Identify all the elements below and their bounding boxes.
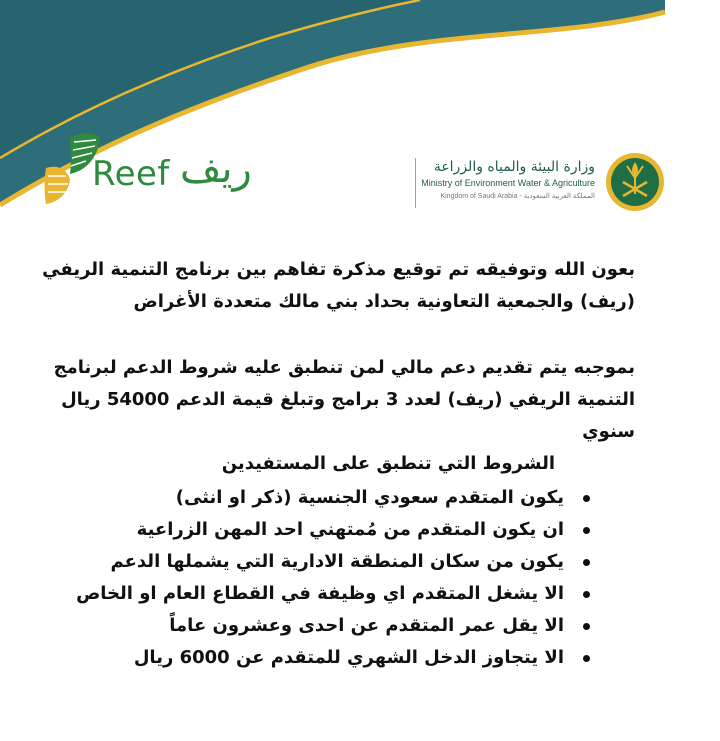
ministry-name-arabic: وزارة البيئة والمياه والزراعة — [433, 159, 595, 175]
support-line-1: بموجبه يتم تقديم دعم مالي لمن تنطبق عليه شروط الدعم لبرنامج — [53, 357, 635, 378]
bullet-icon — [583, 559, 590, 566]
condition-text: الا يتجاوز الدخل الشهري للمتقدم عن 6000 ريال — [133, 647, 564, 668]
condition-text: الا يقل عمر المتقدم عن احدى وعشرون عاماً — [169, 615, 564, 636]
bullet-icon — [583, 655, 590, 662]
condition-text: يكون من سكان المنطقة الادارية التي يشملها الدعم — [110, 551, 564, 572]
reef-logo — [40, 128, 270, 208]
ministry-logo — [415, 152, 665, 222]
ministry-kingdom: Kingdom of Saudi Arabia - المملكة العربية السعودية — [440, 193, 595, 200]
condition-item — [60, 546, 590, 578]
reef-logo-latin: Reef — [92, 154, 170, 194]
bullet-icon — [583, 527, 590, 534]
condition-item — [60, 610, 590, 642]
bullet-icon — [583, 591, 590, 598]
condition-item — [60, 514, 590, 546]
support-line-2: التنمية الريفي (ريف) لعدد 3 برامج وتبلغ قيمة الدعم 54000 ريال سنوي — [61, 389, 635, 442]
condition-text: الا يشغل المتقدم اي وظيفة في القطاع العام او الخاص — [76, 583, 564, 604]
condition-item — [60, 578, 590, 610]
intro-line-1: بعون الله وتوفيقه تم توقيع مذكرة تفاهم بين برنامج التنمية الريفي — [42, 259, 635, 280]
condition-item — [60, 482, 590, 514]
conditions-title-block — [35, 448, 555, 480]
saudi-emblem-icon — [605, 152, 665, 212]
bullet-icon — [583, 495, 590, 502]
ministry-name-english: Ministry of Environment Water & Agriculture — [421, 178, 595, 188]
condition-item — [60, 642, 590, 674]
conditions-title: الشروط التي تنطبق على المستفيدين — [221, 453, 555, 474]
intro-line-2: (ريف) والجمعية التعاونية بحداد بني مالك متعددة الأغراض — [133, 291, 635, 312]
conditions-list — [60, 482, 590, 674]
condition-text: ان يكون المتقدم من مُمتهني احد المهن الزراعية — [136, 519, 564, 540]
bullet-icon — [583, 623, 590, 630]
intro-paragraph — [35, 254, 635, 318]
condition-text: يكون المتقدم سعودي الجنسية (ذكر او انثى) — [175, 487, 564, 508]
reef-logo-arabic: ريف — [180, 146, 252, 192]
support-paragraph — [35, 352, 635, 448]
